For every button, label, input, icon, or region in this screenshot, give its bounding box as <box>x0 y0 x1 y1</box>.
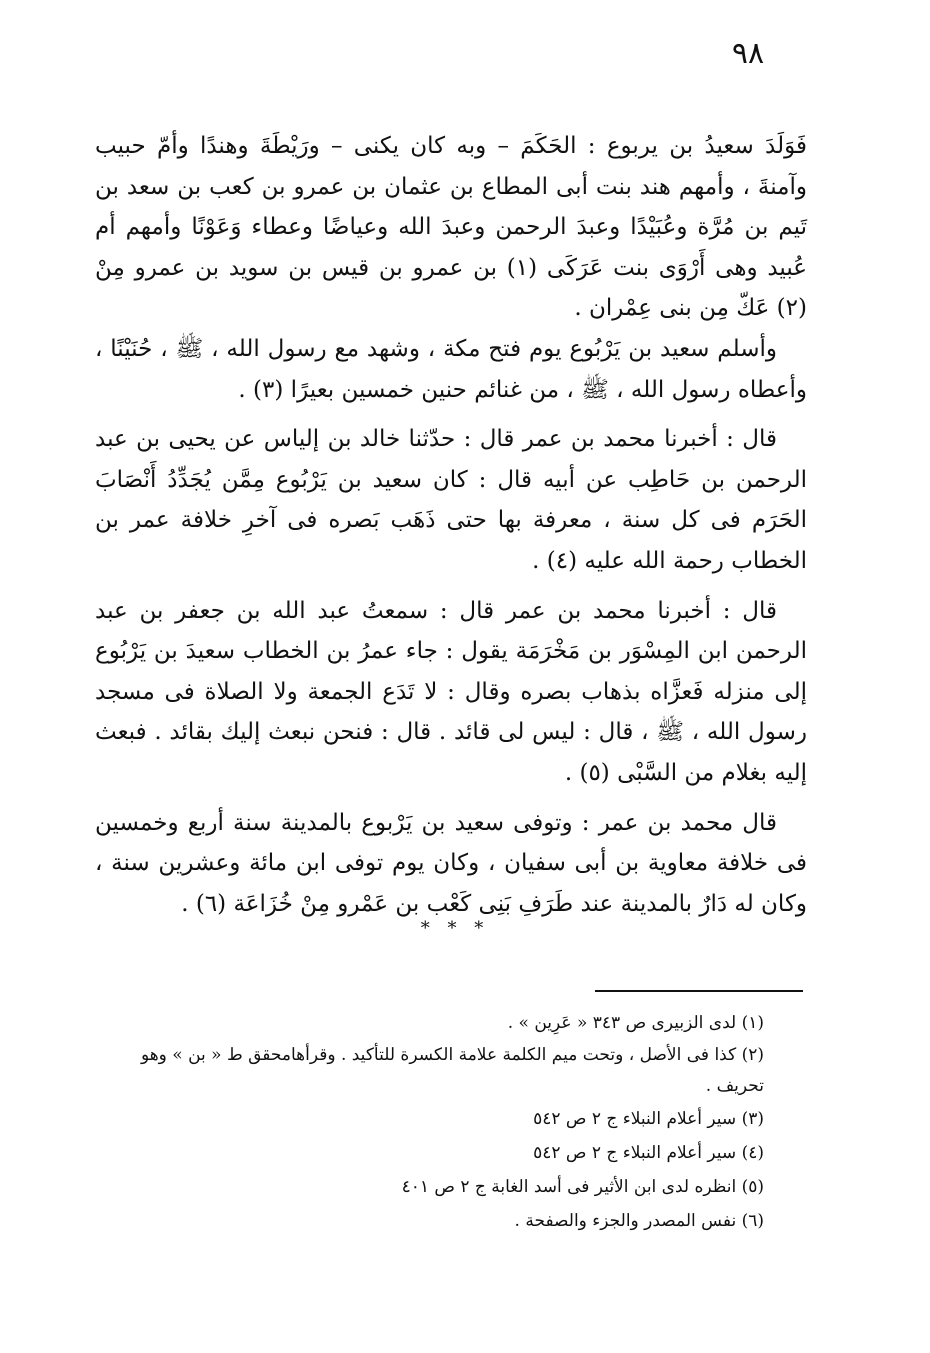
section-separator: * * * <box>420 918 490 939</box>
paragraph-death: قال محمد بن عمر : وتوفى سعيد بن يَرْبوع بالمدينة سنة أربع وخمسين فى خلافة معاوية بن أبى سفيان ، وكان يوم توفى ابن مائة وعشرين سنة ، وكان له دَارٌ بالمدينة عند طَرَفِ بَنِى كَعْب بن عَمْرو مِنْ خُزَاعَة (٦) . <box>95 809 807 917</box>
footnote-6: (٦) نفس المصدر والجزء والصفحة . <box>514 1211 764 1231</box>
footnote-5: (٥) انظره لدى ابن الأثير فى أسد الغابة ج ٢ ص ٤٠١ <box>401 1177 764 1197</box>
footnotes <box>108 1006 764 1238</box>
main-text <box>95 126 807 924</box>
footnote-2: (٢) كذا فى الأصل ، وتحت ميم الكلمة علامة الكسرة للتأكيد . وقرأهامحقق ط « بن » وهو تحريف . <box>140 1045 764 1096</box>
footnote-3: (٣) سير أعلام النبلاء ج ٢ ص ٥٤٢ <box>533 1109 764 1129</box>
paragraph-ansab: قال : أخبرنا محمد بن عمر قال : حدّثنا خالد بن إلياس عن يحيى بن عبد الرحمن بن حَاطِب عن أبيه قال : كان سعيد بن يَرْبُوع مِمَّن يُجَدِّدُ أَنْصَابَ الحَرَم فى كل سنة ، معرفة بها حتى ذَهَب بَصره فى آخرِ خلافة عمر بن الخطاب رحمة الله عليه (٤) . <box>95 426 807 574</box>
page-number: ٩٨ <box>731 36 765 71</box>
footnote-1: (١) لدى الزبيرى ص ٣٤٣ « عَرِين » . <box>507 1013 764 1033</box>
footnote-4: (٤) سير أعلام النبلاء ج ٢ ص ٥٤٢ <box>533 1143 764 1163</box>
paragraph-conversion: وأسلم سعيد بن يَرْبُوع يوم فتح مكة ، وشهد مع رسول الله ، ﷺ ، حُنَيْنًا ، وأعطاه رسول الله ، ﷺ ، من غنائم حنين خمسين بعيرًا (٣) . <box>95 335 807 403</box>
footnote-rule <box>595 990 803 992</box>
paragraph-children: فَوَلَدَ سعيدُ بن يربوع : الحَكَمَ – وبه كان يكنى – ورَيْطَةَ وهندًا وأمّ حبيب وآمنةَ ، وأمهم هند بنت أبى المطاع بن عثمان بن عمرو بن كعب بن سعد بن تَيم بن مُرَّة وعُبَيْدًا وعبدَ الرحمن وعبدَ الله وعياضًا وعطاء وَعَوْنًا وأمهم أم عُبيد وهى أَرْوَى بنت عَرَكَى (١) بن عمرو بن قيس بن سويد بن عمرو مِنْ (٢) عَكّ مِن بنى عِمْران . <box>95 133 807 322</box>
paragraph-umar-visit: قال : أخبرنا محمد بن عمر قال : سمعتُ عبد الله بن جعفر بن عبد الرحمن ابن المِسْوَر بن مَخْرَمَة يقول : جاء عمرُ بن الخطاب سعيدَ بن يَرْبُوع إلى منزله فَعزَّاه بذهاب بصره وقال : لا تَدَع الجمعة ولا الصلاة فى مسجد رسول الله ، ﷺ ، قال : ليس لى قائد . قال : فنحن نبعث إليك بقائد . فبعث إليه بغلام من السَّبْى (٥) . <box>95 597 807 786</box>
